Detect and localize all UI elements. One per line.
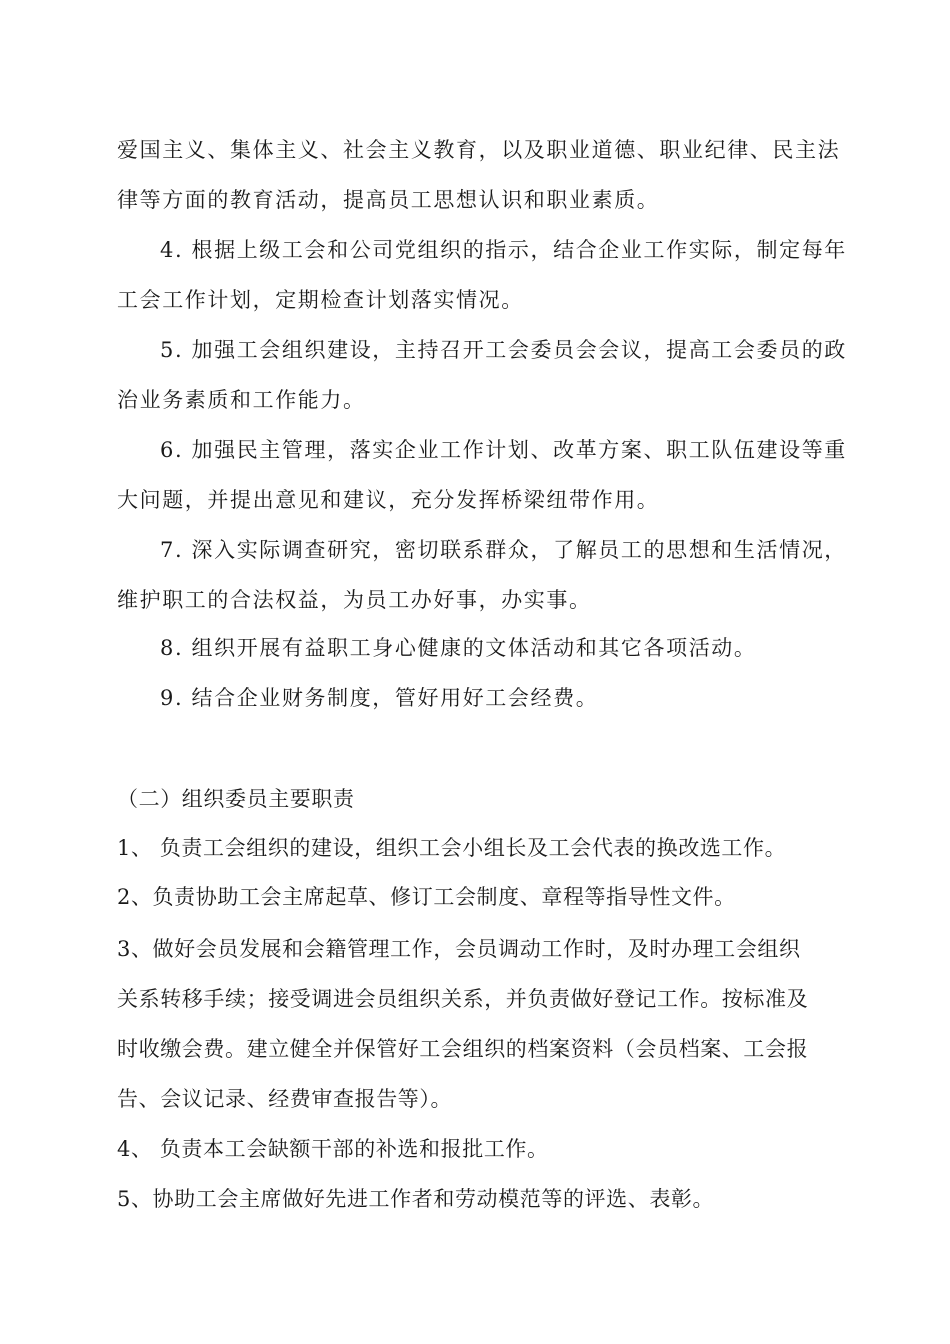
duty-item-3-line: 关系转移手续；接受调进会员组织关系，并负责做好登记工作。按标准及 <box>117 987 809 1011</box>
list-item-5-line: 治业务素质和工作能力。 <box>117 388 366 412</box>
list-item-6-line: 大问题，并提出意见和建议，充分发挥桥梁纽带作用。 <box>117 488 660 512</box>
list-item-4-line: 4. 根据上级工会和公司党组织的指示，结合企业工作实际，制定每年 <box>160 238 847 262</box>
list-item-7-line: 7. 深入实际调查研究，密切联系群众，了解员工的思想和生活情况， <box>160 538 847 562</box>
duty-item-3-line: 3、做好会员发展和会籍管理工作，会员调动工作时，及时办理工会组织 <box>117 937 801 961</box>
list-item-9-line: 9. 结合企业财务制度，管好用好工会经费。 <box>160 686 599 710</box>
list-item-7-line: 维护职工的合法权益，为员工办好事，办实事。 <box>117 588 592 612</box>
duty-item-4-line: 4、 负责本工会缺额干部的补选和报批工作。 <box>117 1137 549 1161</box>
list-item-5-line: 5. 加强工会组织建设，主持召开工会委员会会议，提高工会委员的政 <box>160 338 847 362</box>
section-heading: （二）组织委员主要职责 <box>117 787 355 811</box>
duty-item-2-line: 2、负责协助工会主席起草、修订工会制度、章程等指导性文件。 <box>117 885 736 909</box>
duty-item-3-line: 告、会议记录、经费审查报告等）。 <box>117 1087 453 1111</box>
list-item-8-line: 8. 组织开展有益职工身心健康的文体活动和其它各项活动。 <box>160 636 757 660</box>
paragraph-line: 爱国主义、集体主义、社会主义教育，以及职业道德、职业纪律、民主法 <box>117 138 841 162</box>
duty-item-1-line: 1、 负责工会组织的建设，组织工会小组长及工会代表的换改选工作。 <box>117 836 787 860</box>
duty-item-3-line: 时收缴会费。建立健全并保管好工会组织的档案资料（会员档案、工会报 <box>117 1037 809 1061</box>
paragraph-line: 律等方面的教育活动，提高员工思想认识和职业素质。 <box>117 188 660 212</box>
list-item-4-line: 工会工作计划，定期检查计划落实情况。 <box>117 288 524 312</box>
list-item-6-line: 6. 加强民主管理，落实企业工作计划、改革方案、职工队伍建设等重 <box>160 438 847 462</box>
duty-item-5-line: 5、协助工会主席做好先进工作者和劳动模范等的评选、表彰。 <box>117 1187 715 1211</box>
